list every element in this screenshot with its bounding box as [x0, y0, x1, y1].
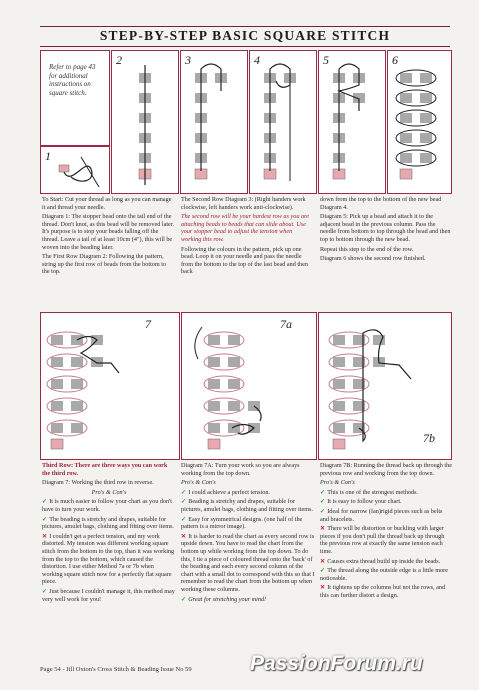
tick-icon: ✓ — [181, 515, 187, 523]
diagram-5-art — [319, 51, 385, 193]
list-item: ✓ It is easy to follow your chart. — [320, 498, 402, 506]
cross-icon: ✕ — [320, 525, 326, 533]
tick-icon: ✓ — [42, 587, 48, 595]
paragraph-highlight: The second row will be your hardest row as you are attaching beads to beads that can slide about. Use your stopper bead to adjust the tension when working this row. — [181, 213, 309, 243]
diagram-4-panel — [249, 50, 317, 194]
list-item: ✓ I could achieve a perfect tension. — [181, 488, 270, 496]
diagram-7-panel — [40, 312, 180, 460]
diagram-2-panel — [111, 50, 179, 194]
cross-icon: ✕ — [320, 584, 326, 592]
title-rule-bottom — [40, 46, 450, 47]
diagram-number: 5 — [323, 53, 329, 67]
refer-note: Refer to page 43 for additional instructions on square stitch. — [49, 63, 96, 97]
list-item: ✓ This is one of the strongest methods. — [320, 488, 419, 496]
paragraph: The First Row Diagram 2: Following the pattern, string up the first row of beads from the bottom to the top. — [42, 253, 167, 276]
diagram-7a-art — [182, 313, 316, 459]
tick-icon: ✓ — [181, 595, 187, 603]
list-item: ✕ It tightens up the columns but not the rows, and this can further distort a design. — [320, 584, 446, 599]
pros-cons-heading: Pro's & Con's — [91, 488, 127, 496]
pros-cons-heading: Pro's & Con's — [181, 479, 216, 487]
tick-icon: ✓ — [320, 488, 326, 496]
list-item: ✕ There will be distortion or buckling with larger pieces if you don't pull the thread back up through the previous row at exactly the same tension each time. — [320, 525, 445, 555]
list-item: ✕ I couldn't get a perfect tension, and my work distorted. My tension was different working square stitch from the bottom to the top, than it was working from the top to the bottom, which caused the distortion. I use either Method 7a or 7b when working square stitch now for a perfectly flat square piece. — [42, 532, 175, 586]
paragraph: Diagram 7A: Turn your work so you are always working from the top down. — [181, 462, 300, 477]
diagram-1-art — [41, 147, 109, 193]
tick-icon: ✓ — [320, 507, 326, 515]
paragraph: To Start: Cut your thread as long as you can manage it and thread your needle. — [42, 196, 172, 211]
section-heading: Third Row: There are three ways you can work the third row. — [42, 462, 168, 477]
diagram-number: 7b — [423, 431, 435, 445]
tick-icon: ✓ — [42, 498, 48, 506]
tick-icon: ✓ — [42, 515, 48, 523]
text-column-4 — [42, 462, 176, 660]
tick-icon: ✓ — [181, 488, 187, 496]
diagram-number: 2 — [116, 53, 122, 67]
list-item: ✕ Causes extra thread build up inside the beads. — [320, 557, 441, 565]
diagram-6-panel — [387, 50, 452, 194]
watermark-logo: PassionForum.ru — [250, 652, 423, 675]
diagram-number: 7a — [280, 317, 292, 331]
tick-icon: ✓ — [320, 567, 326, 575]
refer-note-panel — [40, 50, 110, 146]
paragraph: down from the top to the bottom of the new bead Diagram 4. — [320, 196, 442, 211]
list-item: ✓ Beading is stretchy and drapes, suitable for pictures, amulet bags, clothing and fitting over items. — [181, 498, 313, 513]
diagram-number: 4 — [254, 53, 260, 67]
diagram-7b-art — [319, 313, 451, 459]
diagram-4-art — [250, 51, 316, 193]
text-column-6 — [320, 462, 452, 660]
diagram-2-art — [112, 51, 178, 193]
paragraph: Diagram 7: Working the third row in reverse. — [42, 479, 154, 487]
diagram-6-art — [388, 51, 451, 193]
diagram-number: 3 — [185, 53, 191, 67]
list-item: ✓ Easy for symmetrical designs. (one half of the pattern is a mirror image). — [181, 515, 303, 531]
diagram-5-panel — [318, 50, 386, 194]
paragraph: Diagram 5: Pick up a bead and attach it to the adjacent bead in the previous column. Pass the needle from bottom to top through the bead and then top to bottom through the new bead. — [320, 213, 451, 243]
list-item: ✓ Just because I couldn't manage it, this method may very well work for you! — [42, 587, 175, 603]
page-title: STEP-BY-STEP BASIC SQUARE STITCH — [99, 28, 391, 43]
paragraph: Diagram 1: The stopper bead onto the tail end of the thread. Don't knot, as this bead will be removed later. It's purpose is to stop your beads falling off the thread. Leave a tail of at least 10cm (4"), this will be woven into the beading later. — [42, 213, 175, 251]
text-column-2 — [181, 196, 314, 308]
diagram-7a-panel — [181, 312, 317, 460]
diagram-number: 7 — [145, 317, 151, 331]
paragraph: Repeat this step to the end of the row. — [320, 245, 414, 253]
diagram-number: 6 — [392, 53, 398, 67]
list-item: ✓ Great for stretching your mind! — [181, 595, 267, 603]
text-column-5 — [181, 462, 315, 660]
cross-icon: ✕ — [181, 532, 187, 540]
diagram-number: 1 — [45, 149, 51, 163]
paragraph: Following the colours in the pattern, pick up one bead. Loop it on your needle and pass the needle from the bottom to the top of the last bead and then back — [181, 245, 308, 276]
cross-icon: ✕ — [42, 532, 48, 540]
text-column-1 — [42, 196, 175, 308]
list-item: ✓ The thread along the outside edge is a little more noticeable. — [320, 567, 448, 582]
text-column-3 — [320, 196, 452, 308]
paragraph: Diagram 7B: Running the thread back up through the previous row and working from the top down. — [320, 462, 452, 477]
title-rule-top — [40, 26, 450, 27]
paragraph: The Second Row Diagram 3: (Right handers work clockwise, left handers work anti-clockwise). — [181, 196, 306, 211]
page-footer: Page 54 - Jill Oxton's Cross Stitch & Beading Issue No 59 — [40, 666, 192, 673]
diagram-3-panel — [180, 50, 248, 194]
diagram-3-art — [181, 51, 247, 193]
tick-icon: ✓ — [320, 498, 326, 506]
paragraph: Diagram 6 shows the second row finished. — [320, 255, 426, 263]
list-item: ✕ It is harder to read the chart as every second row is upside down. You have to read the chart from the bottom up while working from the top down. To do this, I tie a piece of coloured thread onto the 'back' of the beading and each every second column of the chart with a small dot to correspond with this so that I remember to read the chart from the bottom up when working these columns. — [181, 532, 315, 593]
list-item: ✓ Ideal for narrow (fan)rigid pieces such as belts and bracelets. — [320, 507, 443, 523]
pros-cons-heading: Pro's & Con's — [320, 479, 355, 487]
diagram-7-art — [41, 313, 179, 459]
cross-icon: ✕ — [320, 557, 326, 565]
tick-icon: ✓ — [181, 498, 187, 506]
diagram-1-panel — [40, 146, 110, 194]
diagram-7b-panel — [318, 312, 452, 460]
list-item: ✓ It is much easier to follow your chart as you don't have to turn your work. — [42, 498, 172, 513]
list-item: ✓ The beading is stretchy and drapes, suitable for pictures, amulet bags, clothing and fitting over items. — [42, 515, 174, 531]
